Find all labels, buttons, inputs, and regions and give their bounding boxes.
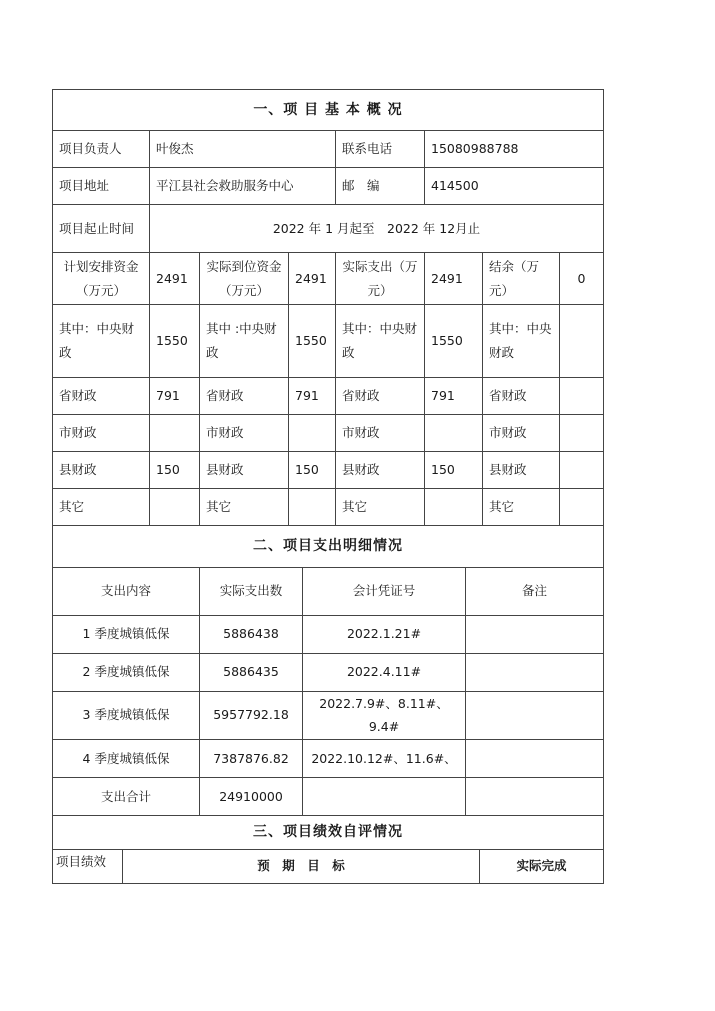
- fund-value: [289, 415, 336, 452]
- table-row: [53, 740, 604, 778]
- cell-remark: [466, 615, 604, 653]
- cell-voucher: 2022.1.21#: [303, 615, 466, 653]
- fund-label: 省财政: [483, 378, 560, 415]
- planned-value: 2491: [150, 253, 200, 305]
- fund-label: 其中 :中央财政: [200, 305, 289, 378]
- section-2-title: 二、项目支出明细情况: [53, 526, 604, 568]
- fund-label: 县财政: [336, 452, 425, 489]
- fund-label: 县财政: [200, 452, 289, 489]
- phone-value: 15080988788: [425, 131, 604, 168]
- fund-row: [53, 489, 604, 526]
- table-row: [53, 615, 604, 653]
- fund-value: 1550: [150, 305, 200, 378]
- fund-value: [150, 489, 200, 526]
- fund-value: [425, 489, 483, 526]
- fund-label: 市财政: [336, 415, 425, 452]
- fund-value: 150: [150, 452, 200, 489]
- cell-voucher: 2022.7.9#、8.11#、9.4#: [303, 691, 466, 740]
- cell-amount: 5886435: [200, 653, 303, 691]
- address-value: 平江县社会救助服务中心: [150, 168, 336, 205]
- leader-label: 项目负责人: [53, 131, 150, 168]
- actual-completion-header: 实际完成: [480, 849, 604, 883]
- header-amount: 实际支出数: [200, 567, 303, 615]
- document-page: [52, 89, 603, 884]
- header-voucher: 会计凭证号: [303, 567, 466, 615]
- fund-value: [560, 378, 604, 415]
- arrived-label: 实际到位资金（万元）: [200, 253, 289, 305]
- fund-label: 其中：中央财政: [483, 305, 560, 378]
- fund-value: 791: [289, 378, 336, 415]
- fund-value: 150: [289, 452, 336, 489]
- cell-voucher: [303, 778, 466, 816]
- fund-label: 其它: [336, 489, 425, 526]
- cell-remark: [466, 653, 604, 691]
- cell-amount: 5957792.18: [200, 691, 303, 740]
- fund-value: [560, 452, 604, 489]
- cell-content: 4 季度城镇低保: [53, 740, 200, 778]
- cell-content: 支出合计: [53, 778, 200, 816]
- cell-remark: [466, 740, 604, 778]
- leader-value: 叶俊杰: [150, 131, 336, 168]
- cell-voucher: 2022.4.11#: [303, 653, 466, 691]
- planned-label: 计划安排资金（万元）: [53, 253, 150, 305]
- fund-value: [560, 305, 604, 378]
- fund-value: [150, 415, 200, 452]
- fund-value: 791: [425, 378, 483, 415]
- fund-row: [53, 452, 604, 489]
- table-row: [53, 691, 604, 740]
- period-value: 2022 年 1 月起至 2022 年 12月止: [150, 205, 604, 253]
- basic-info-table: [52, 89, 604, 568]
- expected-goal-header: 预 期 目 标: [123, 849, 480, 883]
- expense-table: [52, 567, 604, 817]
- fund-value: [289, 489, 336, 526]
- fund-value: 791: [150, 378, 200, 415]
- fund-label: 市财政: [200, 415, 289, 452]
- performance-col-label: 项目绩效: [53, 849, 123, 883]
- fund-label: 省财政: [200, 378, 289, 415]
- cell-amount: 5886438: [200, 615, 303, 653]
- fund-label: 市财政: [483, 415, 560, 452]
- fund-label: 县财政: [53, 452, 150, 489]
- cell-content: 3 季度城镇低保: [53, 691, 200, 740]
- fund-row: [53, 415, 604, 452]
- zip-value: 414500: [425, 168, 604, 205]
- fund-value: [560, 415, 604, 452]
- fund-row: [53, 378, 604, 415]
- fund-label: 其它: [483, 489, 560, 526]
- section-1-title: 一、项 目 基 本 概 况: [53, 90, 604, 131]
- arrived-value: 2491: [289, 253, 336, 305]
- fund-label: 其中：中央财政: [336, 305, 425, 378]
- fund-label: 县财政: [483, 452, 560, 489]
- fund-value: 1550: [289, 305, 336, 378]
- fund-value: [560, 489, 604, 526]
- balance-value: 0: [560, 253, 604, 305]
- address-label: 项目地址: [53, 168, 150, 205]
- table-row-total: [53, 778, 604, 816]
- cell-amount: 24910000: [200, 778, 303, 816]
- spent-label: 实际支出（万元）: [336, 253, 425, 305]
- cell-content: 2 季度城镇低保: [53, 653, 200, 691]
- cell-voucher: 2022.10.12#、11.6#、: [303, 740, 466, 778]
- fund-label: 其它: [53, 489, 150, 526]
- cell-amount: 7387876.82: [200, 740, 303, 778]
- balance-label: 结余（万元）: [483, 253, 560, 305]
- cell-remark: [466, 691, 604, 740]
- cell-remark: [466, 778, 604, 816]
- section-3-title: 三、项目绩效自评情况: [53, 815, 604, 849]
- period-label: 项目起止时间: [53, 205, 150, 253]
- performance-table: [52, 815, 604, 884]
- fund-value: [425, 415, 483, 452]
- phone-label: 联系电话: [336, 131, 425, 168]
- fund-value: 1550: [425, 305, 483, 378]
- table-row: [53, 653, 604, 691]
- fund-label: 省财政: [53, 378, 150, 415]
- fund-label: 其它: [200, 489, 289, 526]
- fund-label: 省财政: [336, 378, 425, 415]
- fund-label: 市财政: [53, 415, 150, 452]
- spent-value: 2491: [425, 253, 483, 305]
- fund-label: 其中：中央财政: [53, 305, 150, 378]
- fund-row: [53, 305, 604, 378]
- header-content: 支出内容: [53, 567, 200, 615]
- zip-label: 邮 编: [336, 168, 425, 205]
- fund-value: 150: [425, 452, 483, 489]
- cell-content: 1 季度城镇低保: [53, 615, 200, 653]
- header-remark: 备注: [466, 567, 604, 615]
